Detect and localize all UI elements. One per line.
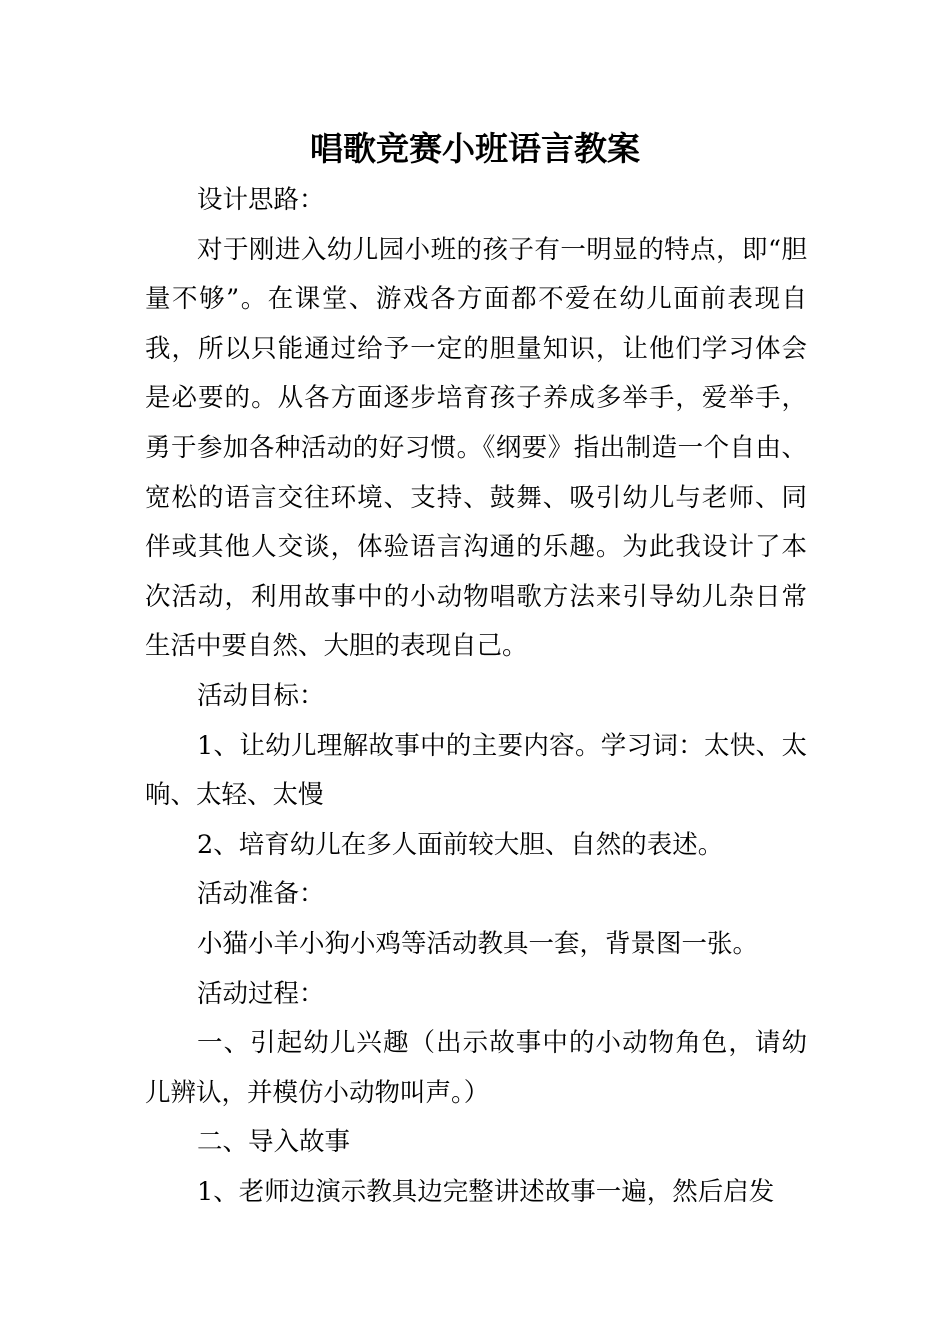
document-title: 唱歌竞赛小班语言教案 bbox=[310, 129, 640, 168]
goal-item-2: 2、培育幼儿在多人面前较大胆、自然的表述。 bbox=[197, 829, 724, 860]
paragraph-design-idea: 对于刚进入幼儿园小班的孩子有一明显的特点，即“胆量不够”。在课堂、游戏各方面都不爱在幼儿面前表现自我，所以只能通过给予一定的胆量知识，让他们学习体会是必要的。从各方面逐步培育孩子养成多举手，爱举手，勇于参加各种活动的好习惯。《纲要》指出制造一个自由、宽松的语言交往环境、支持、鼓舞、吸引幼儿与老师、同伴或其他人交谈，体验语言沟通的乐趣。为此我设计了本次活动，利用故事中的小动物唱歌方法来引导幼儿杂日常生活中要自然、大胆的表现自己。 bbox=[145, 234, 807, 662]
section-heading-activity-preparation: 活动准备： bbox=[197, 879, 325, 910]
process-substep-1: 1、老师边演示教具边完整讲述故事一遍，然后启发 bbox=[197, 1176, 775, 1207]
goal-item-1: 1、让幼儿理解故事中的主要内容。学习词：太快、太响、太轻、太慢 bbox=[145, 730, 807, 811]
document-body bbox=[145, 176, 807, 1217]
section-heading-activity-process: 活动过程： bbox=[197, 978, 325, 1009]
process-step-1: 一、引起幼儿兴趣（出示故事中的小动物角色，请幼儿辨认，并模仿小动物叫声。） bbox=[145, 1028, 807, 1108]
section-heading-activity-goals: 活动目标： bbox=[197, 680, 325, 711]
paragraph-preparation: 小猫小羊小狗小鸡等活动教具一套，背景图一张。 bbox=[197, 928, 759, 959]
process-step-2: 二、导入故事 bbox=[197, 1127, 351, 1158]
section-heading-design-idea: 设计思路： bbox=[197, 185, 325, 215]
